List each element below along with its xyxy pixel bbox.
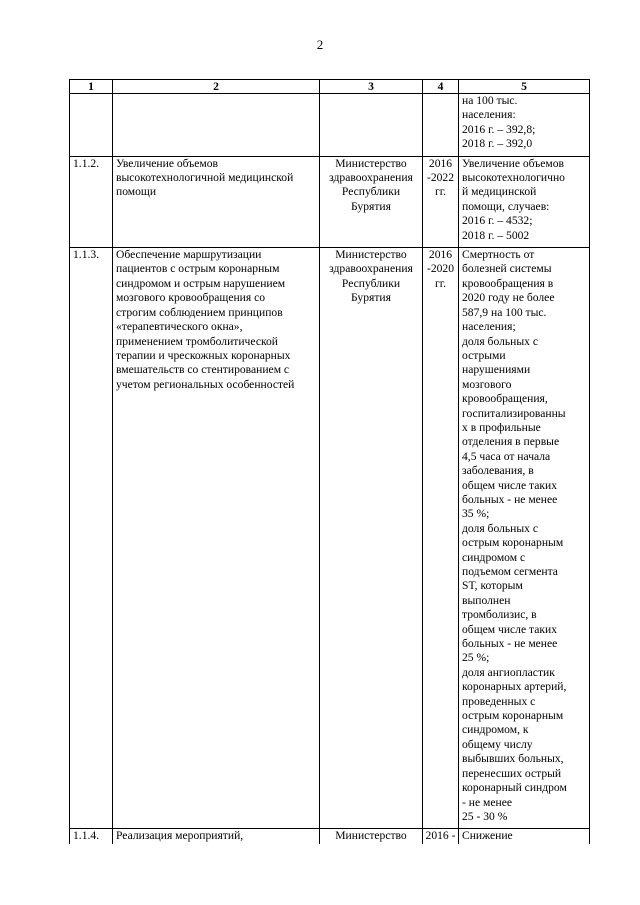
row-number-cell: 1.1.4. [70, 829, 113, 844]
period-cell: 2016 -2020 гг. [423, 248, 459, 829]
executor-cell: Министерство [320, 829, 423, 844]
page-number: 2 [316, 37, 324, 52]
table-row [70, 94, 590, 157]
row-number-cell: 1.1.2. [70, 156, 113, 247]
row-number-cell: 1.1.3. [70, 248, 113, 829]
period-cell: 2016 - [423, 829, 459, 844]
row-number-cell [70, 94, 113, 157]
header-cell-4: 4 [423, 80, 459, 94]
result-cell: Увеличение объемов высокотехнологично й медицинской помощи, случаев: 2016 г. – 4532; 2018 г. – 5002 [459, 156, 590, 247]
table-row [70, 248, 590, 829]
executor-cell: Министерство здравоохранения Республики Бурятия [320, 156, 423, 247]
activity-cell: Реализация мероприятий, [113, 829, 320, 844]
result-cell: Снижение [459, 829, 590, 844]
activity-cell [113, 94, 320, 157]
result-cell: на 100 тыс. населения: 2016 г. – 392,8; 2018 г. – 392,0 [459, 94, 590, 157]
result-cell: Смертность от болезней системы кровообращения в 2020 году не более 587,9 на 100 тыс. населения; доля больных с острыми нарушениями мозгового кровообращения, госпитализированны х в профильные отделения в первые 4,5 часа от начала заболевания, в общем числе таких больных - не менее 35 %; доля больных с острым коронарным синдромом с подъемом сегмента ST, которым выполнен тромболизис, в общем числе таких больных - не менее 25 %; доля ангиопластик коронарных артерий, проведенных с острым коронарным синдромом, к общему числу выбывших больных, перенесших острый коронарный синдром - не менее 25 - 30 % [459, 248, 590, 829]
period-cell [423, 94, 459, 157]
period-cell: 2016 -2022 гг. [423, 156, 459, 247]
executor-cell: Министерство здравоохранения Республики Бурятия [320, 248, 423, 829]
table-header-row [70, 80, 590, 94]
table-row [70, 829, 590, 844]
measures-table [69, 79, 590, 844]
header-cell-2: 2 [113, 80, 320, 94]
table-row [70, 156, 590, 247]
activity-cell: Обеспечение маршрутизации пациентов с острым коронарным синдромом и острым нарушением мозгового кровообращения со строгим соблюдением принципов «терапевтического окна», применением тромболитической терапии и чрескожных коронарных вмешательств со стентированием с учетом региональных особенностей [113, 248, 320, 829]
header-cell-5: 5 [459, 80, 590, 94]
header-cell-1: 1 [70, 80, 113, 94]
header-cell-3: 3 [320, 80, 423, 94]
executor-cell [320, 94, 423, 157]
activity-cell: Увеличение объемов высокотехнологичной медицинской помощи [113, 156, 320, 247]
